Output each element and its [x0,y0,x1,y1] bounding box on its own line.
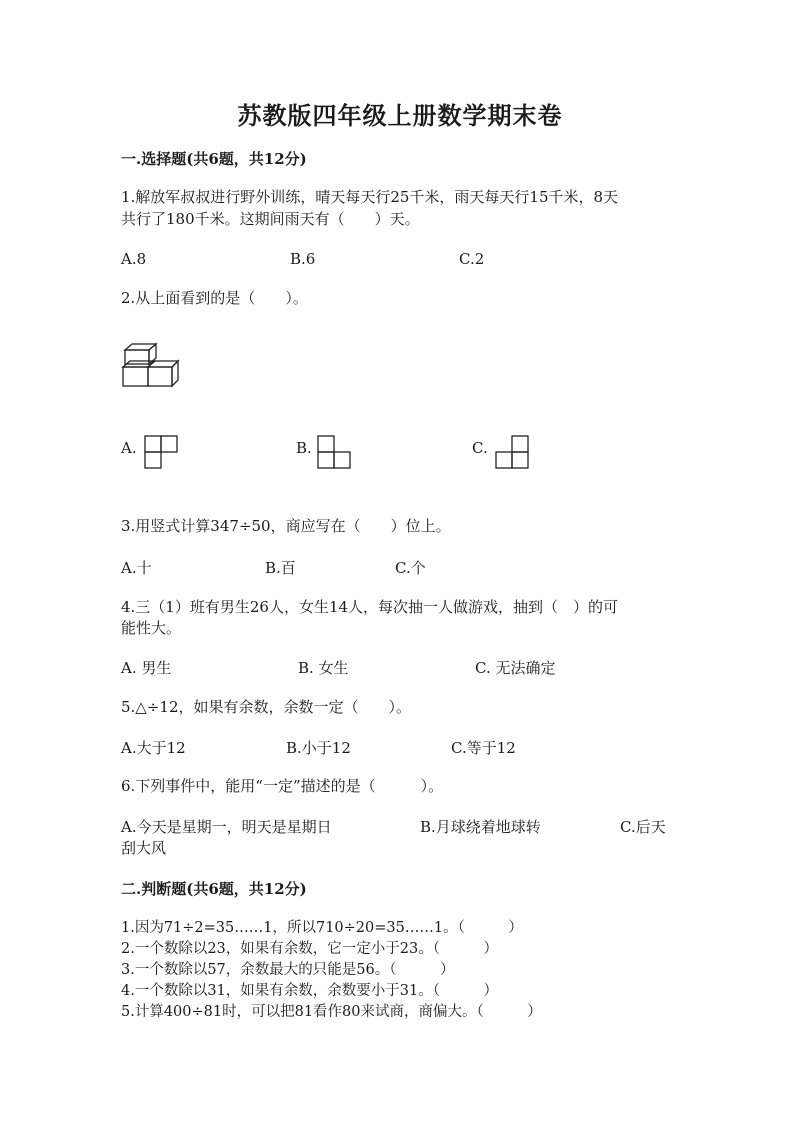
question-5-option-c: C.等于12 [451,739,516,757]
question-1-option-c: C.2 [459,250,485,268]
section-heading-choice: 一.选择题(共6题，共12分) [121,150,307,168]
question-4-line-2: 能性大。 [121,619,182,637]
question-1-line-2: 共行了180千米。这期间雨天有（ ）天。 [121,210,420,228]
question-2-line-1: 2.从上面看到的是（ ）。 [121,289,308,307]
section-heading-judgment: 二.判断题(共6题，共12分) [121,880,307,898]
question-4-option-a: A. 男生 [121,659,172,677]
question-6-line-1: 6.下列事件中，能用“一定”描述的是（ ）。 [121,777,444,795]
question-5-line-1: 5.△÷12，如果有余数，余数一定（ ）。 [121,698,412,716]
question-3-option-b: B.百 [265,559,296,577]
question-6-option-c: C.后天 [620,818,666,836]
question-4-line-1: 4.三（1）班有男生26人，女生14人，每次抽一人做游戏，抽到（ ）的可 [121,598,619,616]
question-3-line-1: 3.用竖式计算347÷50，商应写在（ ）位上。 [121,517,451,535]
question-2-option-a: A. [121,439,137,457]
judgment-item-2: 2.一个数除以23，如果有余数，它一定小于23。（ ） [121,941,498,957]
judgment-item-4: 4.一个数除以31，如果有余数，余数要小于31。（ ） [121,983,498,999]
question-6-option-c-wrap: 刮大风 [121,839,167,857]
question-3-option-c: C.个 [395,559,426,577]
exam-title: 苏教版四年级上册数学期末卷 [237,101,563,130]
question-5-option-b: B.小于12 [286,739,351,757]
top-view-option-b-icon [316,434,352,470]
top-view-option-c-icon [494,434,530,470]
question-4-option-b: B. 女生 [298,659,349,677]
question-6-option-a: A.今天是星期一，明天是星期日 [121,818,332,836]
judgment-item-3: 3.一个数除以57，余数最大的只能是56。（ ） [121,962,455,978]
question-1-line-1: 1.解放军叔叔进行野外训练，晴天每天行25千米，雨天每天行15千米，8天 [121,188,619,206]
question-2-option-b: B. [296,439,312,457]
question-3-option-a: A.十 [121,559,152,577]
judgment-item-1: 1.因为71÷2=35……1，所以710÷20=35……1。（ ） [121,920,523,936]
judgment-item-5: 5.计算400÷81时，可以把81看作80来试商，商偏大。（ ） [121,1004,542,1020]
question-1-option-a: A.8 [121,250,147,268]
question-4-option-c: C. 无法确定 [475,659,556,677]
question-1-option-b: B.6 [290,250,316,268]
question-6-option-b: B.月球绕着地球转 [420,818,541,836]
top-view-option-a-icon [143,434,179,470]
question-2-option-c: C. [472,439,488,457]
question-5-option-a: A.大于12 [121,739,186,757]
stacked-cubes-icon [120,340,182,390]
